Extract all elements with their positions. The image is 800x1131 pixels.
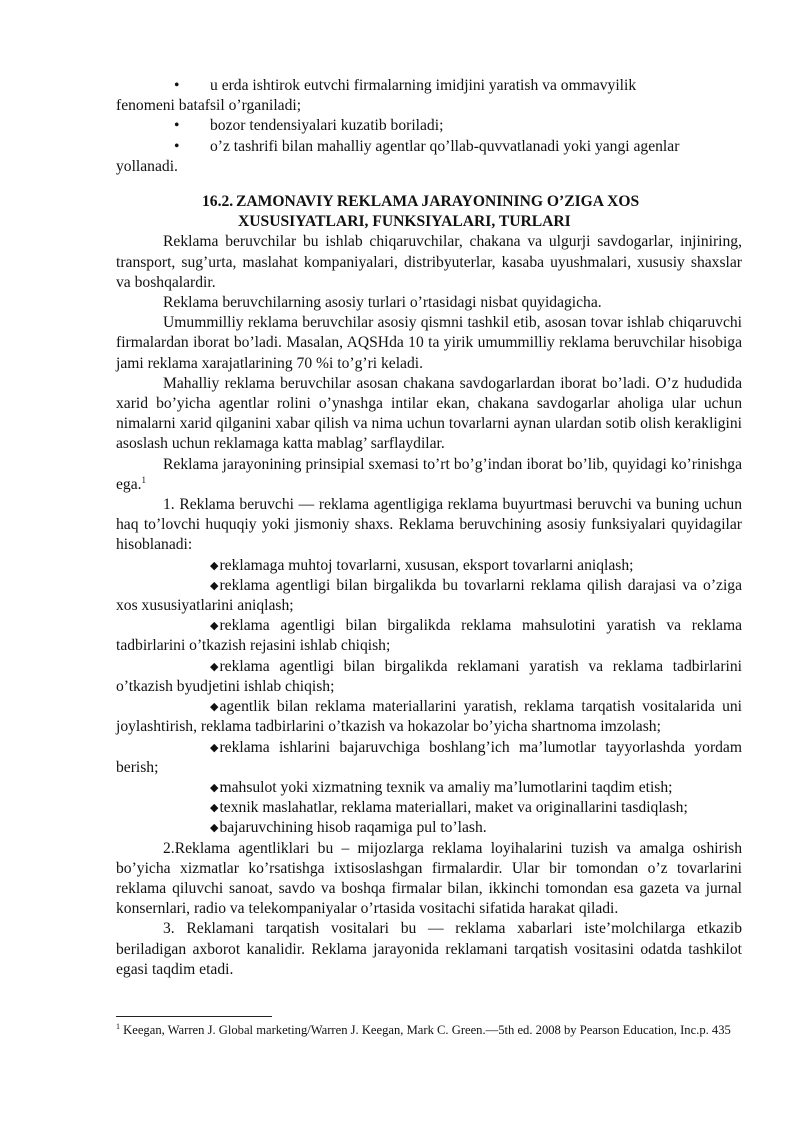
function-list-item-text: reklama ishlarini bajaruvchiga boshlang’ich ma’lumotlar tayyorlashda yordam berish; xyxy=(116,738,742,776)
footnote-divider xyxy=(116,1016,272,1017)
diamond-bullet-icon: ◆ xyxy=(210,660,219,673)
bullet-text: u erda ishtirok eutvchi firmalarning imidjini yaratish va ommavyilik xyxy=(210,77,637,94)
function-list-item xyxy=(116,818,742,838)
point-3-paragraph: 3. Reklamani tarqatish vositalari bu — reklama xabarlari iste’molchilarga etkazib beriladigan axborot kanalidir. Reklama jarayonida reklamani tarqatish vositasini odatda tashkilot egasi taqdim etadi. xyxy=(116,920,742,978)
diamond-bullet-icon: ◆ xyxy=(210,701,219,714)
footnote xyxy=(116,1022,742,1039)
bullet-continuation: fenomeni batafsil o’rganiladi; xyxy=(116,97,302,115)
paragraph-scheme xyxy=(116,455,742,495)
paragraph: Mahalliy reklama beruvchilar asosan chakana savdogarlardan iborat bo’ladi. O’z hududida xarid bo’yicha agentlar rolini o’ynashga intilar ekan, chakana savdogarlar aholiga ular uchun nimalarni xarid qilganini xabar qilish va nima uchun tovarlarni aynan ulardan sotib olish kerakligini asoslash uchun reklamaga katta mablag’ sarflaydilar. xyxy=(116,374,742,453)
function-list xyxy=(116,556,742,839)
function-list-item xyxy=(116,576,742,616)
function-list-item xyxy=(116,616,742,656)
bullet-dot-icon: • xyxy=(174,77,180,94)
paragraph: Reklama beruvchilarning asosiy turlari o’rtasidagi nisbat quyidagicha. xyxy=(163,294,602,312)
section-title-line-1: ZAMONAVIY REKLAMA JARAYONINING O’ZIGA XOS xyxy=(236,193,640,211)
scheme-text: Reklama jarayonining prinsipial sxemasi to’rt bo’g’indan iborat bo’lib, quyidagi ko’rinishga ega. xyxy=(116,455,742,493)
section-heading xyxy=(116,192,742,232)
bullet-dot-icon: • xyxy=(174,117,180,135)
function-list-item-text: reklama agentligi bilan birgalikda bu tovarlarni reklama qilish darajasi va o’ziga xos xususiyatlarini aniqlash; xyxy=(116,576,742,615)
point-2-paragraph: 2.Reklama agentliklari bu – mijozlarga reklama loyihalarini tuzish va amalga oshirish bo’yicha xizmatlar ko’rsatishga ixtisoslashgan firmalardir. Ular bir tomondan o’z tovarlarini reklama qiluvchi sanoat, savdo va boshqa firmalar bilan, ikkinchi tomondan esa gazeta va jurnal konsernlari, radio va telekompaniyalar o’rtasida vositachi sifatida harakat qiladi. xyxy=(116,839,742,918)
paragraph: Reklama beruvchilar bu ishlab chiqaruvchilar, chakana va ulgurji savdogarlar, injiniring, transport, sug’urta, maslahat kompaniyalari, distribyuterlar, kasaba uyushmalari, xususiy shaxslar va boshqalardir. xyxy=(116,233,742,291)
function-list-item xyxy=(116,556,742,576)
bullet-continuation: yollanadi. xyxy=(116,157,178,175)
function-list-item xyxy=(116,778,742,798)
diamond-bullet-icon: ◆ xyxy=(210,559,219,572)
function-list-item-text: reklama agentligi bilan birgalikda reklama mahsulotini yaratish va reklama tadbirlarini o’tkazish rejasini ishlab chiqish; xyxy=(116,617,742,655)
function-list-item-text: reklamaga muhtoj tovarlarni, xususan, eksport tovarlarni aniqlash; xyxy=(219,556,634,574)
footnote-text: Keegan, Warren J. Global marketing/Warren J. Keegan, Mark C. Green.—5th ed. 2008 by Pearson Education, Inc.p. 435 xyxy=(123,1023,731,1037)
function-list-item-text: texnik maslahatlar, reklama materiallari, maket va originallarini tasdiqlash; xyxy=(219,799,688,817)
function-list-item xyxy=(116,738,742,778)
bullet-dot-icon: • xyxy=(174,137,180,155)
bullet-text: o’z tashrifi bilan mahalliy agentlar qo’llab-quvvatlanadi yoki yangi agenlar xyxy=(210,137,680,155)
footnote-mark: 1 xyxy=(116,1022,120,1031)
function-list-item xyxy=(116,798,742,818)
diamond-bullet-icon: ◆ xyxy=(210,802,219,815)
diamond-bullet-icon: ◆ xyxy=(210,741,219,754)
bullet-item xyxy=(116,116,742,136)
point-1-paragraph: 1. Reklama beruvchi — reklama agentligiga reklama buyurtmasi beruvchi va buning uchun haq to’lovchi huquqiy yoki jismoniy shaxs. Reklama beruvchining asosiy funksiyalari quyidagilar hisoblanadi: xyxy=(116,496,742,554)
section-title-line-2: XUSUSIYATLARI, FUNKSIYALARI, TURLARI xyxy=(238,213,571,231)
function-list-item xyxy=(116,697,742,737)
document-page xyxy=(116,76,742,980)
diamond-bullet-icon: ◆ xyxy=(210,822,219,835)
function-list-item-text: mahsulot yoki xizmatning texnik va amaliy ma’lumotlarini taqdim etish; xyxy=(219,778,673,796)
diamond-bullet-icon: ◆ xyxy=(210,781,219,794)
bullet-item xyxy=(116,76,742,96)
function-list-item-text: reklama agentligi bilan birgalikda reklamani yaratish va reklama tadbirlarini o’tkazish byudjetini ishlab chiqish; xyxy=(116,657,742,695)
paragraph: Umummilliy reklama beruvchilar asosiy qismni tashkil etib, asosan tovar ishlab chiqaruvchi firmalardan iborat bo’ladi. Masalan, AQSHda 10 ta yirik umummilliy reklama beruvchilar hisobiga jami reklama xarajatlarining 70 %i to’g’ri keladi. xyxy=(116,314,742,372)
diamond-bullet-icon: ◆ xyxy=(210,579,219,592)
section-number: 16.2. xyxy=(202,193,234,211)
footnote-reference[interactable]: 1 xyxy=(141,474,147,485)
function-list-item-text: bajaruvchining hisob raqamiga pul to’lash. xyxy=(219,819,487,837)
diamond-bullet-icon: ◆ xyxy=(210,620,219,633)
function-list-item xyxy=(116,657,742,697)
function-list-item-text: agentlik bilan reklama materiallarini yaratish, reklama tarqatish vositalarida uni joylashtirish, reklama tadbirlarini o’tkazish va hokazolar bo’yicha shartnoma imzolash; xyxy=(116,698,742,736)
bullet-text: bozor tendensiyalari kuzatib boriladi; xyxy=(210,117,444,135)
bullet-item xyxy=(116,137,742,157)
